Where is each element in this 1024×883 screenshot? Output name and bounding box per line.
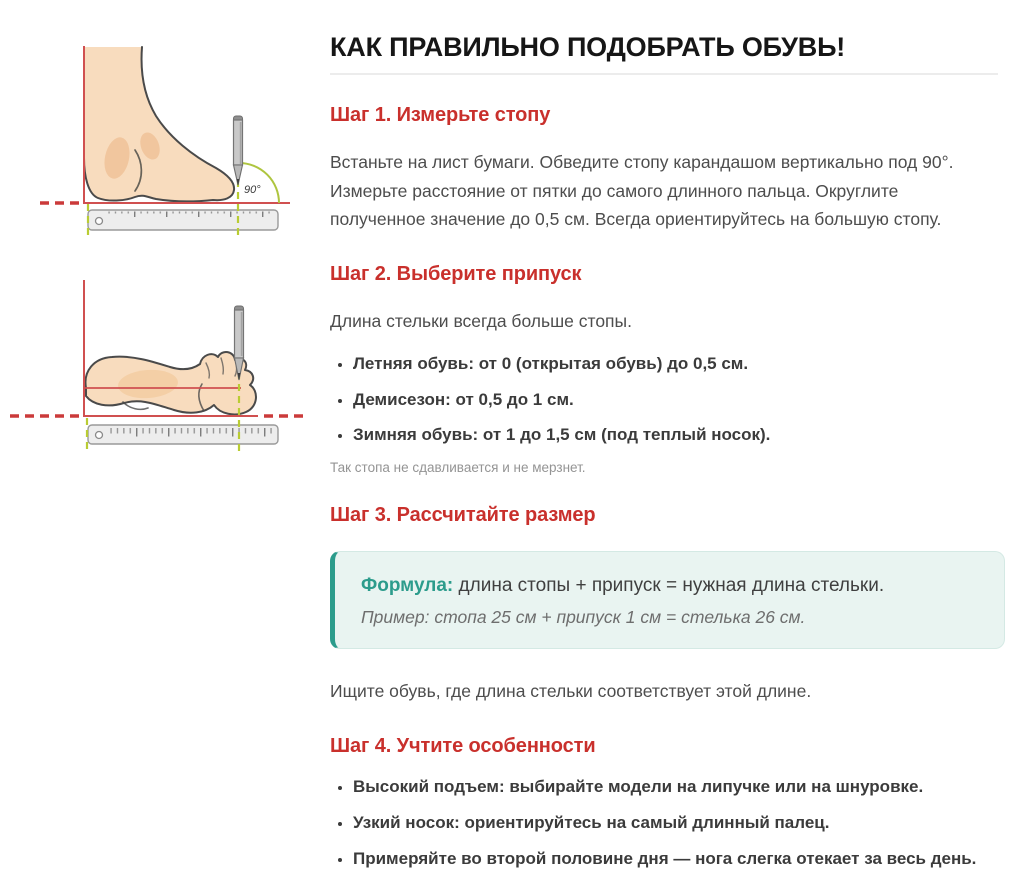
title-divider [330,73,998,75]
formula-label: Формула: [361,575,454,597]
formula-example: Пример: стопа 25 см + припуск 1 см = стелька 26 см. [361,606,806,627]
step1-heading: Шаг 1. Измерьте стопу [330,104,551,127]
foot-side-icon [84,47,234,201]
formula-text: длина стопы + припуск = нужная длина стельки. [458,575,885,597]
section-step-4 [330,734,998,869]
step2-intro: Длина стельки всегда больше стопы. [330,311,632,332]
formula-callout [330,551,1005,649]
angle-label: 90° [244,184,261,196]
step3-outro: Ищите обувь, где длина стельки соответствует этой длине. [330,681,812,702]
list-item: • Зимняя обувь: от 1 до 1,5 см (под теплый носок). [353,424,998,446]
foot-top-measurement-illustration [8,268,308,463]
step3-heading: Шаг 3. Рассчитайте размер [330,504,596,527]
list-item: • Высокий подъем: выбирайте модели на липучке или на шнуровке. [353,776,998,798]
section-step-2 [330,262,998,475]
step1-body: Встаньте на лист бумаги. Обведите стопу карандашом вертикально под 90°. Измерьте расстояние от пятки до самого длинного пальца. Округлите полученное значение до 0,5 см. Всегда ориентируйтесь на большую стопу. [330,152,954,230]
illustration-column [0,0,320,873]
list-item: • Примеряйте во второй половине дня — нога слегка отекает за весь день. [353,848,998,870]
page-title: КАК ПРАВИЛЬНО ПОДОБРАТЬ ОБУВЬ! [330,32,846,62]
angle-arc [239,163,279,203]
ruler-icon [88,425,278,444]
tips-list [330,776,998,869]
allowance-list [330,353,998,446]
step2-heading: Шаг 2. Выберите припуск [330,263,582,286]
foot-top-icon [86,352,256,414]
list-item: • Узкий носок: ориентируйтесь на самый длинный палец. [353,812,998,834]
ruler-icon [88,210,278,230]
formula-line [361,573,978,599]
list-item: • Летняя обувь: от 0 (открытая обувь) до 0,5 см. [353,353,998,375]
section-step-3 [330,503,998,706]
step2-note: Так стопа не сдавливается и не мерзнет. [330,460,586,476]
list-item: • Демисезон: от 0,5 до 1 см. [353,389,998,411]
foot-side-measurement-illustration [38,28,298,248]
article-content [330,0,998,883]
pencil-icon [234,116,243,186]
section-step-1 [330,103,998,234]
step4-heading: Шаг 4. Учтите особенности [330,735,596,757]
